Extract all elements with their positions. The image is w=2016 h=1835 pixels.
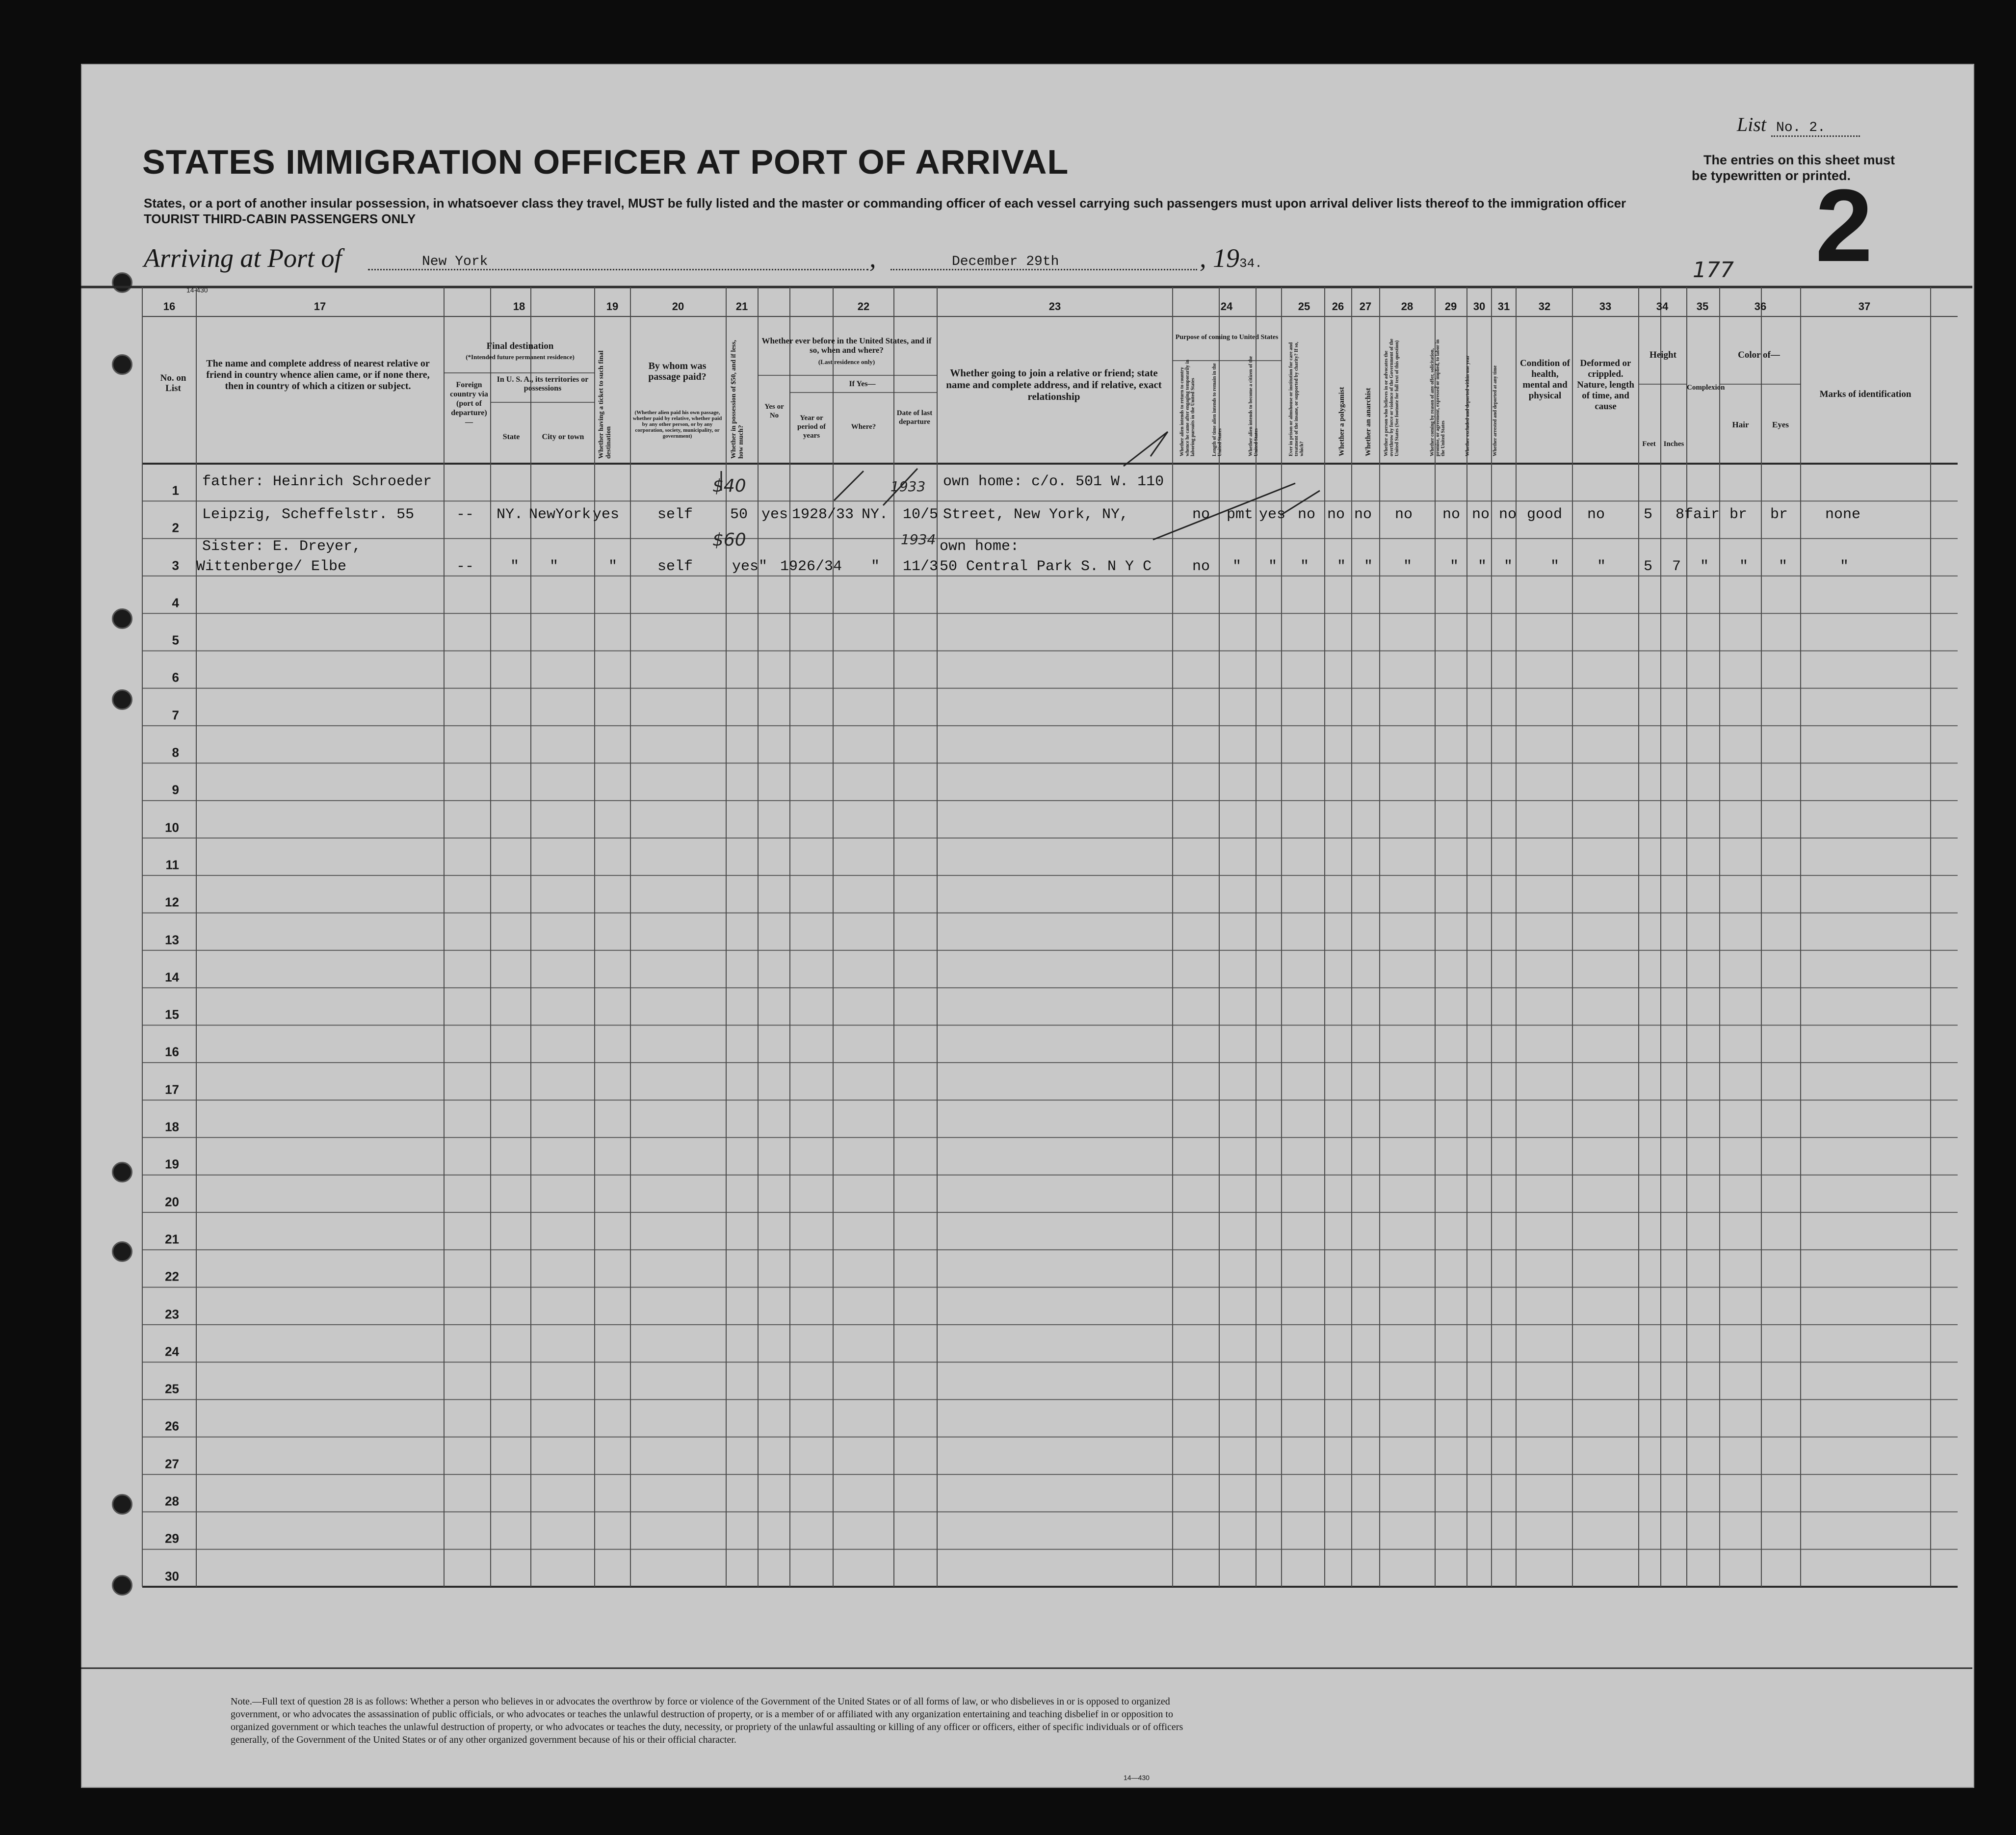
page-title: STATES IMMIGRATION OFFICER AT PORT OF ARRIVAL xyxy=(142,143,1069,181)
header-relative: The name and complete address of nearest relative or friend in country whence alien came, or if none there, then in country of which a citizen or subject. xyxy=(206,358,430,392)
column-number: 28 xyxy=(1401,300,1414,313)
header-color-of: Color of— xyxy=(1738,350,1780,360)
row-number: 11 xyxy=(165,857,179,872)
row1-joining-line1: own home: c/o. 501 W. 110 xyxy=(943,473,1164,490)
row-number: 16 xyxy=(165,1044,179,1059)
row1-excluded: no xyxy=(1472,506,1490,523)
header-last-departure: Date of last departure xyxy=(896,409,933,426)
row2-joining-line1: own home: xyxy=(940,538,1020,555)
comma: , xyxy=(869,243,876,273)
header-in-usa: In U. S. A., its territories or possessions xyxy=(497,375,589,393)
row-number: 14 xyxy=(165,970,179,985)
header-feet: Feet xyxy=(1642,440,1656,448)
row1-citizen: yes xyxy=(1259,506,1286,523)
row2-joining-line2: 50 Central Park S. N Y C xyxy=(940,558,1152,575)
header-ticket: Whether having a ticket to such final destination xyxy=(598,350,612,459)
header-eyes: Eyes xyxy=(1772,420,1789,429)
row-number: 20 xyxy=(165,1194,179,1209)
column-number: 36 xyxy=(1754,300,1767,313)
row1-years: 1928/33 xyxy=(792,506,854,523)
column-number: 29 xyxy=(1444,300,1457,313)
small-form-number: 14-430 xyxy=(186,286,208,294)
column-number: 34 xyxy=(1656,300,1669,313)
row2-marks: " xyxy=(1840,558,1849,575)
header-overthrow: Whether a person who believes in or advocates the overthrow by force or violence of the Government of the United States (See footnote for full text of this question) xyxy=(1384,339,1400,456)
row-number: 25 xyxy=(165,1381,179,1396)
row1-paid-by: self xyxy=(657,506,693,523)
column-number: 31 xyxy=(1497,300,1510,313)
row1-prison: no xyxy=(1298,506,1316,523)
row2-overthrow: " xyxy=(1403,558,1413,575)
row-number: 30 xyxy=(165,1569,179,1584)
row2-excluded: " xyxy=(1478,558,1487,575)
row2-polygamist: " xyxy=(1337,558,1346,575)
column-number: 19 xyxy=(606,300,619,313)
row2-money-note: $60 xyxy=(712,530,746,550)
year-label: , 1934. xyxy=(1200,243,1262,273)
row2-state: " xyxy=(510,558,520,575)
column-number: 16 xyxy=(163,300,176,313)
header-complexion: Complexion xyxy=(1687,384,1725,392)
row1-marks: none xyxy=(1825,506,1861,523)
header-yes-no: Yes or No xyxy=(764,403,784,419)
header-purpose-citizen: Whether alien intends to become a citizen of the United States xyxy=(1248,356,1259,456)
column-number: 23 xyxy=(1048,300,1061,313)
row1-inches: 8 xyxy=(1676,506,1685,523)
row2-health: " xyxy=(1550,558,1560,575)
page-subtitle: States, or a port of another insular possession, in whatsoever class they travel, MUST be fully listed and the master or commanding officer of each vessel carrying such passengers must upon arrival deliver lists thereof to the immigration officer TOURIST THIRD-CABIN PASSENGERS ONLY xyxy=(144,196,1626,226)
row2-complexion: " xyxy=(1700,558,1709,575)
header-city: City or town xyxy=(542,433,584,441)
row2-paid-by: self xyxy=(657,558,693,575)
row-number: 10 xyxy=(165,820,179,835)
row-number: 15 xyxy=(165,1007,179,1022)
row1-state: NY. xyxy=(497,506,524,523)
row1-where: NY. xyxy=(862,506,889,523)
list-number: List No. 2. xyxy=(1737,113,1860,136)
header-purpose: Purpose of coming to United States xyxy=(1175,334,1279,341)
row-number: 7 xyxy=(172,708,179,723)
row1-length: pmt xyxy=(1227,506,1254,523)
row1-money-note: $40 xyxy=(712,476,746,496)
row2-relative-line1: Sister: E. Dreyer, xyxy=(202,538,362,555)
row2-citizen: " xyxy=(1268,558,1278,575)
header-if-yes: If Yes— xyxy=(849,380,876,388)
header-paid-by: By whom was passage paid? xyxy=(648,361,707,382)
header-contract-labor: Whether coming by reason of any offer, solicitation, promise, or agreement, expressed or implied, to labor in the United States xyxy=(1430,339,1446,456)
row2-hair: " xyxy=(1739,558,1749,575)
column-number: 25 xyxy=(1298,300,1310,313)
column-number: 21 xyxy=(735,300,748,313)
row1-foreign: -- xyxy=(456,506,474,523)
header-purpose-return: Whether alien intends to return to country whence he came after engaging temporarily in laboring pursuits in the United States xyxy=(1179,360,1196,456)
row2-foreign: -- xyxy=(456,558,474,575)
row1-complexion: fair xyxy=(1684,506,1720,523)
header-year-period: Year or period of years xyxy=(797,414,826,440)
row1-return: no xyxy=(1192,506,1210,523)
header-height: Height xyxy=(1649,350,1676,360)
row-number: 2 xyxy=(172,520,179,535)
header-deformed: Deformed or crippled. Nature, length of time, and cause xyxy=(1577,358,1634,412)
row-number: 22 xyxy=(165,1269,179,1284)
row1-contract: no xyxy=(1442,506,1461,523)
row2-ticket: " xyxy=(608,558,618,575)
row2-where: " xyxy=(871,558,880,575)
row2-inches: 7 xyxy=(1672,558,1681,575)
header-arrested: Whether arrested and deported at any time xyxy=(1492,365,1498,456)
column-number: 35 xyxy=(1696,300,1709,313)
header-paid-by-sub: (Whether alien paid his own passage, whether paid by relative, whether paid by any other person, or by any corporation, society, municipality, or government) xyxy=(632,410,722,439)
row-number: 26 xyxy=(165,1418,179,1434)
row1-arrested: no xyxy=(1499,506,1517,523)
row2-departure: 11/3 xyxy=(903,558,939,575)
column-number: 32 xyxy=(1538,300,1551,313)
row-number: 21 xyxy=(165,1232,179,1247)
column-number: 37 xyxy=(1858,300,1871,313)
header-where: Where? xyxy=(851,423,876,431)
row1-ticket: yes xyxy=(593,506,620,523)
header-polygamist: Whether a polygamist xyxy=(1338,387,1346,456)
row1-before: yes xyxy=(761,506,788,523)
row-number: 1 xyxy=(172,483,179,498)
header-purpose-length: Length of time alien intends to remain in the United States xyxy=(1212,363,1223,456)
header-anarchist: Whether an anarchist xyxy=(1364,388,1372,456)
row2-years: 1926/34 xyxy=(780,558,842,575)
typewritten-instruction: The entries on this sheet must be typewritten or printed. xyxy=(1692,153,1895,183)
form-number: 14—430 xyxy=(1124,1774,1150,1782)
header-excluded: Whether excluded and deported within one year xyxy=(1465,355,1470,456)
row2-length: " xyxy=(1232,558,1242,575)
row-number: 4 xyxy=(172,595,179,610)
row-number: 12 xyxy=(165,894,179,910)
column-number: 18 xyxy=(513,300,525,313)
arriving-label: Arriving at Port of xyxy=(144,243,342,273)
arrival-date: December 29th xyxy=(952,254,1059,269)
row-number: 8 xyxy=(172,745,179,760)
row2-eyes: " xyxy=(1779,558,1788,575)
header-state: State xyxy=(502,433,520,441)
handwritten-page-number: 177 xyxy=(1693,258,1734,283)
row1-polygamist: no xyxy=(1327,506,1345,523)
row1-deformed: no xyxy=(1587,506,1605,523)
column-number: 33 xyxy=(1599,300,1612,313)
row-number: 19 xyxy=(165,1156,179,1172)
row-number: 17 xyxy=(165,1082,179,1097)
row1-relative-line2: Leipzig, Scheffelstr. 55 xyxy=(202,506,415,523)
header-ever-before-sub: (Last residence only) xyxy=(818,358,875,366)
row1-departure-note: 1933 xyxy=(890,478,926,495)
row2-deformed: " xyxy=(1597,558,1606,575)
row1-money: 50 xyxy=(730,506,748,523)
row2-departure-note: 1934 xyxy=(901,531,936,548)
row1-city: NewYork xyxy=(529,506,591,523)
row2-feet: 5 xyxy=(1644,558,1653,575)
row2-contract: " xyxy=(1450,558,1459,575)
column-number: 30 xyxy=(1473,300,1486,313)
header-health: Condition of health, mental and physical xyxy=(1520,358,1570,401)
header-no-on-list: No. on List xyxy=(160,373,186,393)
row-number: 18 xyxy=(165,1119,179,1134)
row-number: 9 xyxy=(172,782,179,797)
header-prison: Ever in prison or almshouse or institution for care and treatment of the insane, or supported by charity? If so, which? xyxy=(1288,341,1305,456)
header-foreign-country: Foreign country via (port of departure)— xyxy=(450,381,488,426)
row-number: 24 xyxy=(165,1344,179,1359)
row2-arrested: " xyxy=(1504,558,1513,575)
sheet-number: 2 xyxy=(1815,168,1873,283)
row-number: 28 xyxy=(165,1494,179,1509)
header-inches: Inches xyxy=(1663,440,1684,448)
header-hair: Hair xyxy=(1732,420,1749,429)
header-joining: Whether going to join a relative or friend; state name and complete address, and if relative, exact relationship xyxy=(946,367,1162,402)
column-number: 17 xyxy=(314,300,326,313)
row-number: 5 xyxy=(172,632,179,648)
header-ever-before: Whether ever before in the United States, and if so, when and where? xyxy=(761,336,932,355)
row2-return: no xyxy=(1192,558,1210,575)
column-number: 27 xyxy=(1359,300,1372,313)
header-marks: Marks of identification xyxy=(1819,389,1911,399)
row2-relative-line2: Wittenberge/ Elbe xyxy=(196,558,347,575)
row1-overthrow: no xyxy=(1395,506,1413,523)
row1-relative-line1: father: Heinrich Schroeder xyxy=(202,473,432,490)
row1-anarchist: no xyxy=(1354,506,1372,523)
port-of-arrival: New York xyxy=(422,254,488,269)
row-number: 27 xyxy=(165,1456,179,1471)
row2-money: yes" xyxy=(732,558,768,575)
footnote-question-28: Note.—Full text of question 28 is as follows: Whether a person who believes in or advocates the overthrow by force or violence of the Government of the United States or of all forms of law, or who disbelieves in or is opposed to organized government, or who advocates the assassination of public officials, or who advocates or teaches the unlawful destruction of property, or is a member of or affiliated with any organization entertaining and teaching disbelief in or opposition to organized government or which teaches the unlawful destruction of property, or who advocates or teaches the duty, necessity, or propriety of the unlawful assaulting or killing of any officer or officers, either of specific individuals or of officers generally, of the Government of the United States or of any other organized government because of his or their official character. xyxy=(231,1696,1183,1745)
row-number: 6 xyxy=(172,670,179,685)
row-number: 13 xyxy=(165,932,179,947)
row2-city: " xyxy=(550,558,559,575)
row-number: 3 xyxy=(172,558,179,573)
row1-hair: br xyxy=(1729,506,1748,523)
row1-health: good xyxy=(1527,506,1563,523)
row1-eyes: br xyxy=(1770,506,1788,523)
header-final-destination-sub: (*Intended future permanent residence) xyxy=(466,353,575,361)
row1-feet: 5 xyxy=(1644,506,1653,523)
row2-anarchist: " xyxy=(1364,558,1373,575)
header-fifty-dollars: Whether in possession of $50, and if less, how much? xyxy=(730,340,745,459)
column-number: 24 xyxy=(1220,300,1233,313)
header-final-destination: Final destination xyxy=(486,341,554,351)
column-number: 20 xyxy=(672,300,684,313)
column-number: 26 xyxy=(1332,300,1344,313)
row1-joining-line2: Street, New York, NY, xyxy=(943,506,1129,523)
row-number: 29 xyxy=(165,1531,179,1546)
row2-prison: " xyxy=(1300,558,1309,575)
row-number: 23 xyxy=(165,1307,179,1322)
column-number: 22 xyxy=(857,300,870,313)
row1-departure: 10/5 xyxy=(903,506,939,523)
